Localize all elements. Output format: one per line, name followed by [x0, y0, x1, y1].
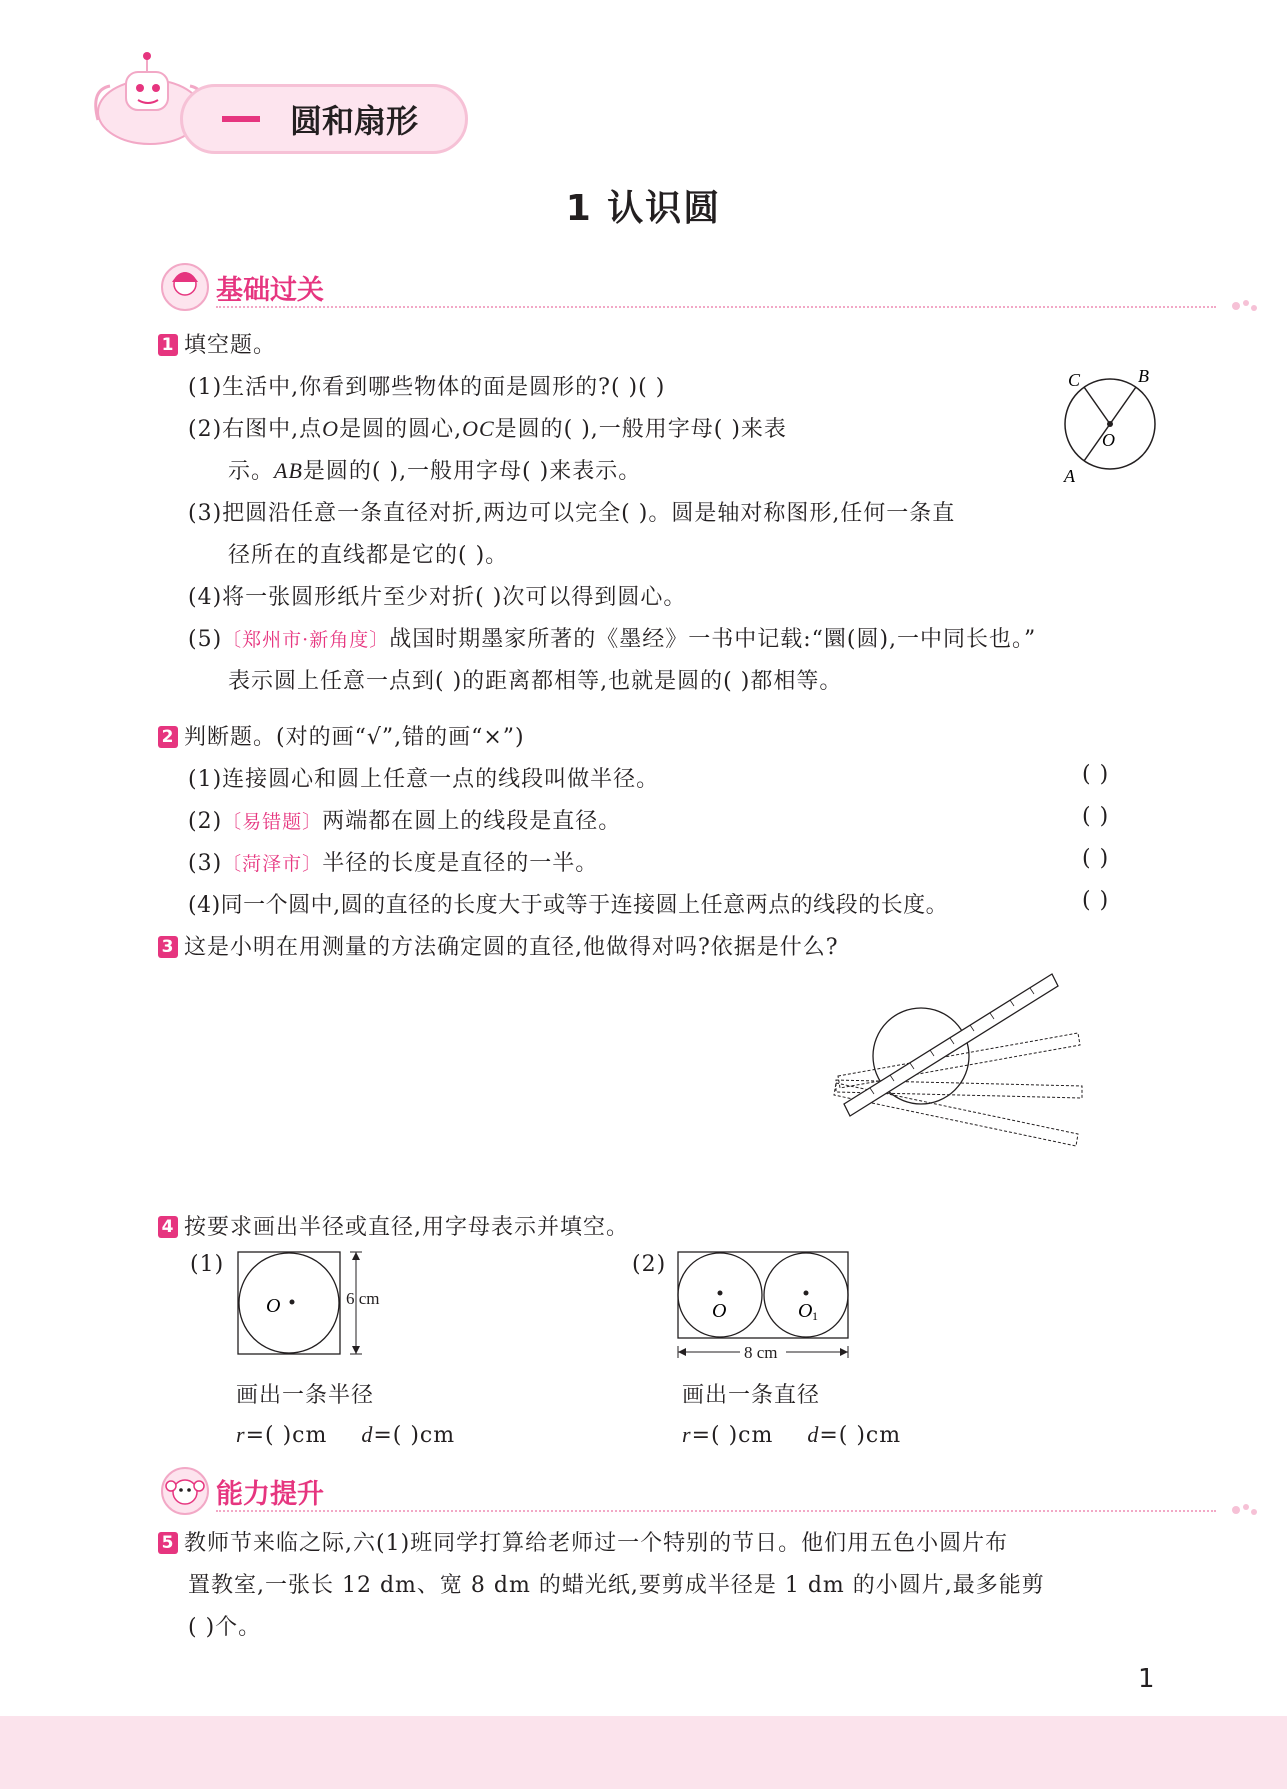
dots-icon: [1230, 1502, 1260, 1518]
q1-title: [158, 328, 276, 359]
q4-title: 4 按要求画出半径或直径,用字母表示并填空。: [158, 1210, 629, 1241]
q4-fig1-label: (1): [190, 1252, 225, 1277]
q2-answer-bracket-3[interactable]: ( ): [1082, 846, 1110, 871]
girl-mascot-icon: [160, 262, 210, 312]
q5-number: 5: [158, 1532, 178, 1554]
q4-fig2-label: (2): [632, 1252, 667, 1277]
page-number: 1: [1138, 1664, 1155, 1694]
point-label-A: A: [1064, 466, 1075, 486]
q3-title: 3 这是小明在用测量的方法确定圆的直径,他做得对吗?依据是什么?: [158, 930, 839, 961]
ruler-circle-diagram: [830, 968, 1090, 1148]
section-title: 能力提升: [216, 1479, 324, 1510]
chapter-title: 圆和扇形: [290, 102, 419, 140]
q1-part5-line2: 表示圆上任意一点到( )的距离都相等,也就是圆的( )都相等。: [228, 669, 843, 694]
source-tag: 〔郑州市·新角度〕: [222, 629, 390, 651]
q4-fig1-instruction: 画出一条半径: [236, 1383, 375, 1408]
center-label-O: O: [266, 1295, 281, 1317]
q5-line2: 置教室,一张长 12 dm、宽 8 dm 的蜡光纸,要剪成半径是 1 dm 的小圆片,最多能剪: [188, 1573, 1045, 1598]
q1-part3-line2: 径所在的直线都是它的( )。: [228, 543, 509, 568]
q4-number: 4: [158, 1216, 178, 1238]
q5-line3[interactable]: ( )个。: [188, 1615, 262, 1640]
square-circle-figure: [234, 1248, 414, 1358]
q2-item-3: (3)〔菏泽市〕半径的长度是直径的一半。: [188, 851, 599, 876]
chapter-number-dash: [222, 116, 260, 122]
dimension-label-6cm: 6 cm: [346, 1289, 380, 1308]
point-label-B: B: [1138, 366, 1149, 386]
q1-part5-line1: (5)〔郑州市·新角度〕战国时期墨家所著的《墨经》一书中记载:“圜(圆),一中同长也。”: [188, 627, 1037, 652]
q2-item-4: (4)同一个圆中,圆的直径的长度大于或等于连接圆上任意两点的线段的长度。: [188, 893, 949, 918]
q3-number: 3: [158, 936, 178, 958]
q2-number: 2: [158, 726, 178, 748]
center-label-O1: O: [798, 1300, 813, 1322]
section-divider: [216, 1510, 1216, 1512]
section-divider: [216, 306, 1216, 308]
center-label-O: O: [712, 1300, 727, 1322]
q4-fig2-instruction: 画出一条直径: [682, 1383, 821, 1408]
section-title: 基础过关: [216, 275, 324, 306]
q1-part4: (4)将一张圆形纸片至少对折( )次可以得到圆心。: [188, 585, 687, 610]
q2-answer-bracket-2[interactable]: ( ): [1082, 804, 1110, 829]
q1-part1: (1)生活中,你看到哪些物体的面是圆形的?( )( ): [188, 375, 666, 400]
q1-part2-line2: 示。AB是圆的( ),一般用字母( )来表示。: [228, 458, 642, 484]
q2-item-2: (2)〔易错题〕两端都在圆上的线段是直径。: [188, 809, 622, 834]
monkey-mascot-icon: [160, 1466, 210, 1516]
q1-part3-line1: (3)把圆沿任意一条直径对折,两边可以完全( )。圆是轴对称图形,任何一条直: [188, 501, 956, 526]
rectangle-two-circles-figure: [674, 1248, 854, 1368]
center-subscript: 1: [812, 1309, 818, 1323]
q2-title: 2 判断题。(对的画“√”,错的画“×”): [158, 720, 525, 751]
q2-answer-bracket-1[interactable]: ( ): [1082, 762, 1110, 787]
point-label-O: O: [1102, 430, 1115, 450]
circle-diagram: [1050, 364, 1170, 490]
q1-part2-line1: (2)右图中,点O是圆的圆心,OC是圆的( ),一般用字母( )来表: [188, 416, 787, 442]
dots-icon: [1230, 298, 1260, 314]
q4-fig2-answers[interactable]: r=( )cm d=( )cm: [682, 1422, 902, 1448]
q4-fig1-answers[interactable]: r=( )cm d=( )cm: [236, 1422, 456, 1448]
dimension-label-8cm: 8 cm: [744, 1343, 778, 1362]
q2-answer-bracket-4[interactable]: ( ): [1082, 888, 1110, 913]
q2-item-1: (1)连接圆心和圆上任意一点的线段叫做半径。: [188, 767, 660, 792]
q1-title-text: 填空题。: [184, 333, 277, 358]
footer-band: [0, 1716, 1287, 1789]
point-label-C: C: [1068, 370, 1081, 390]
q5-line1: 5 教师节来临之际,六(1)班同学打算给老师过一个特别的节日。他们用五色小圆片布: [158, 1526, 1008, 1557]
q1-number: 1: [158, 334, 178, 356]
lesson-title: 1 认识圆: [565, 188, 722, 229]
